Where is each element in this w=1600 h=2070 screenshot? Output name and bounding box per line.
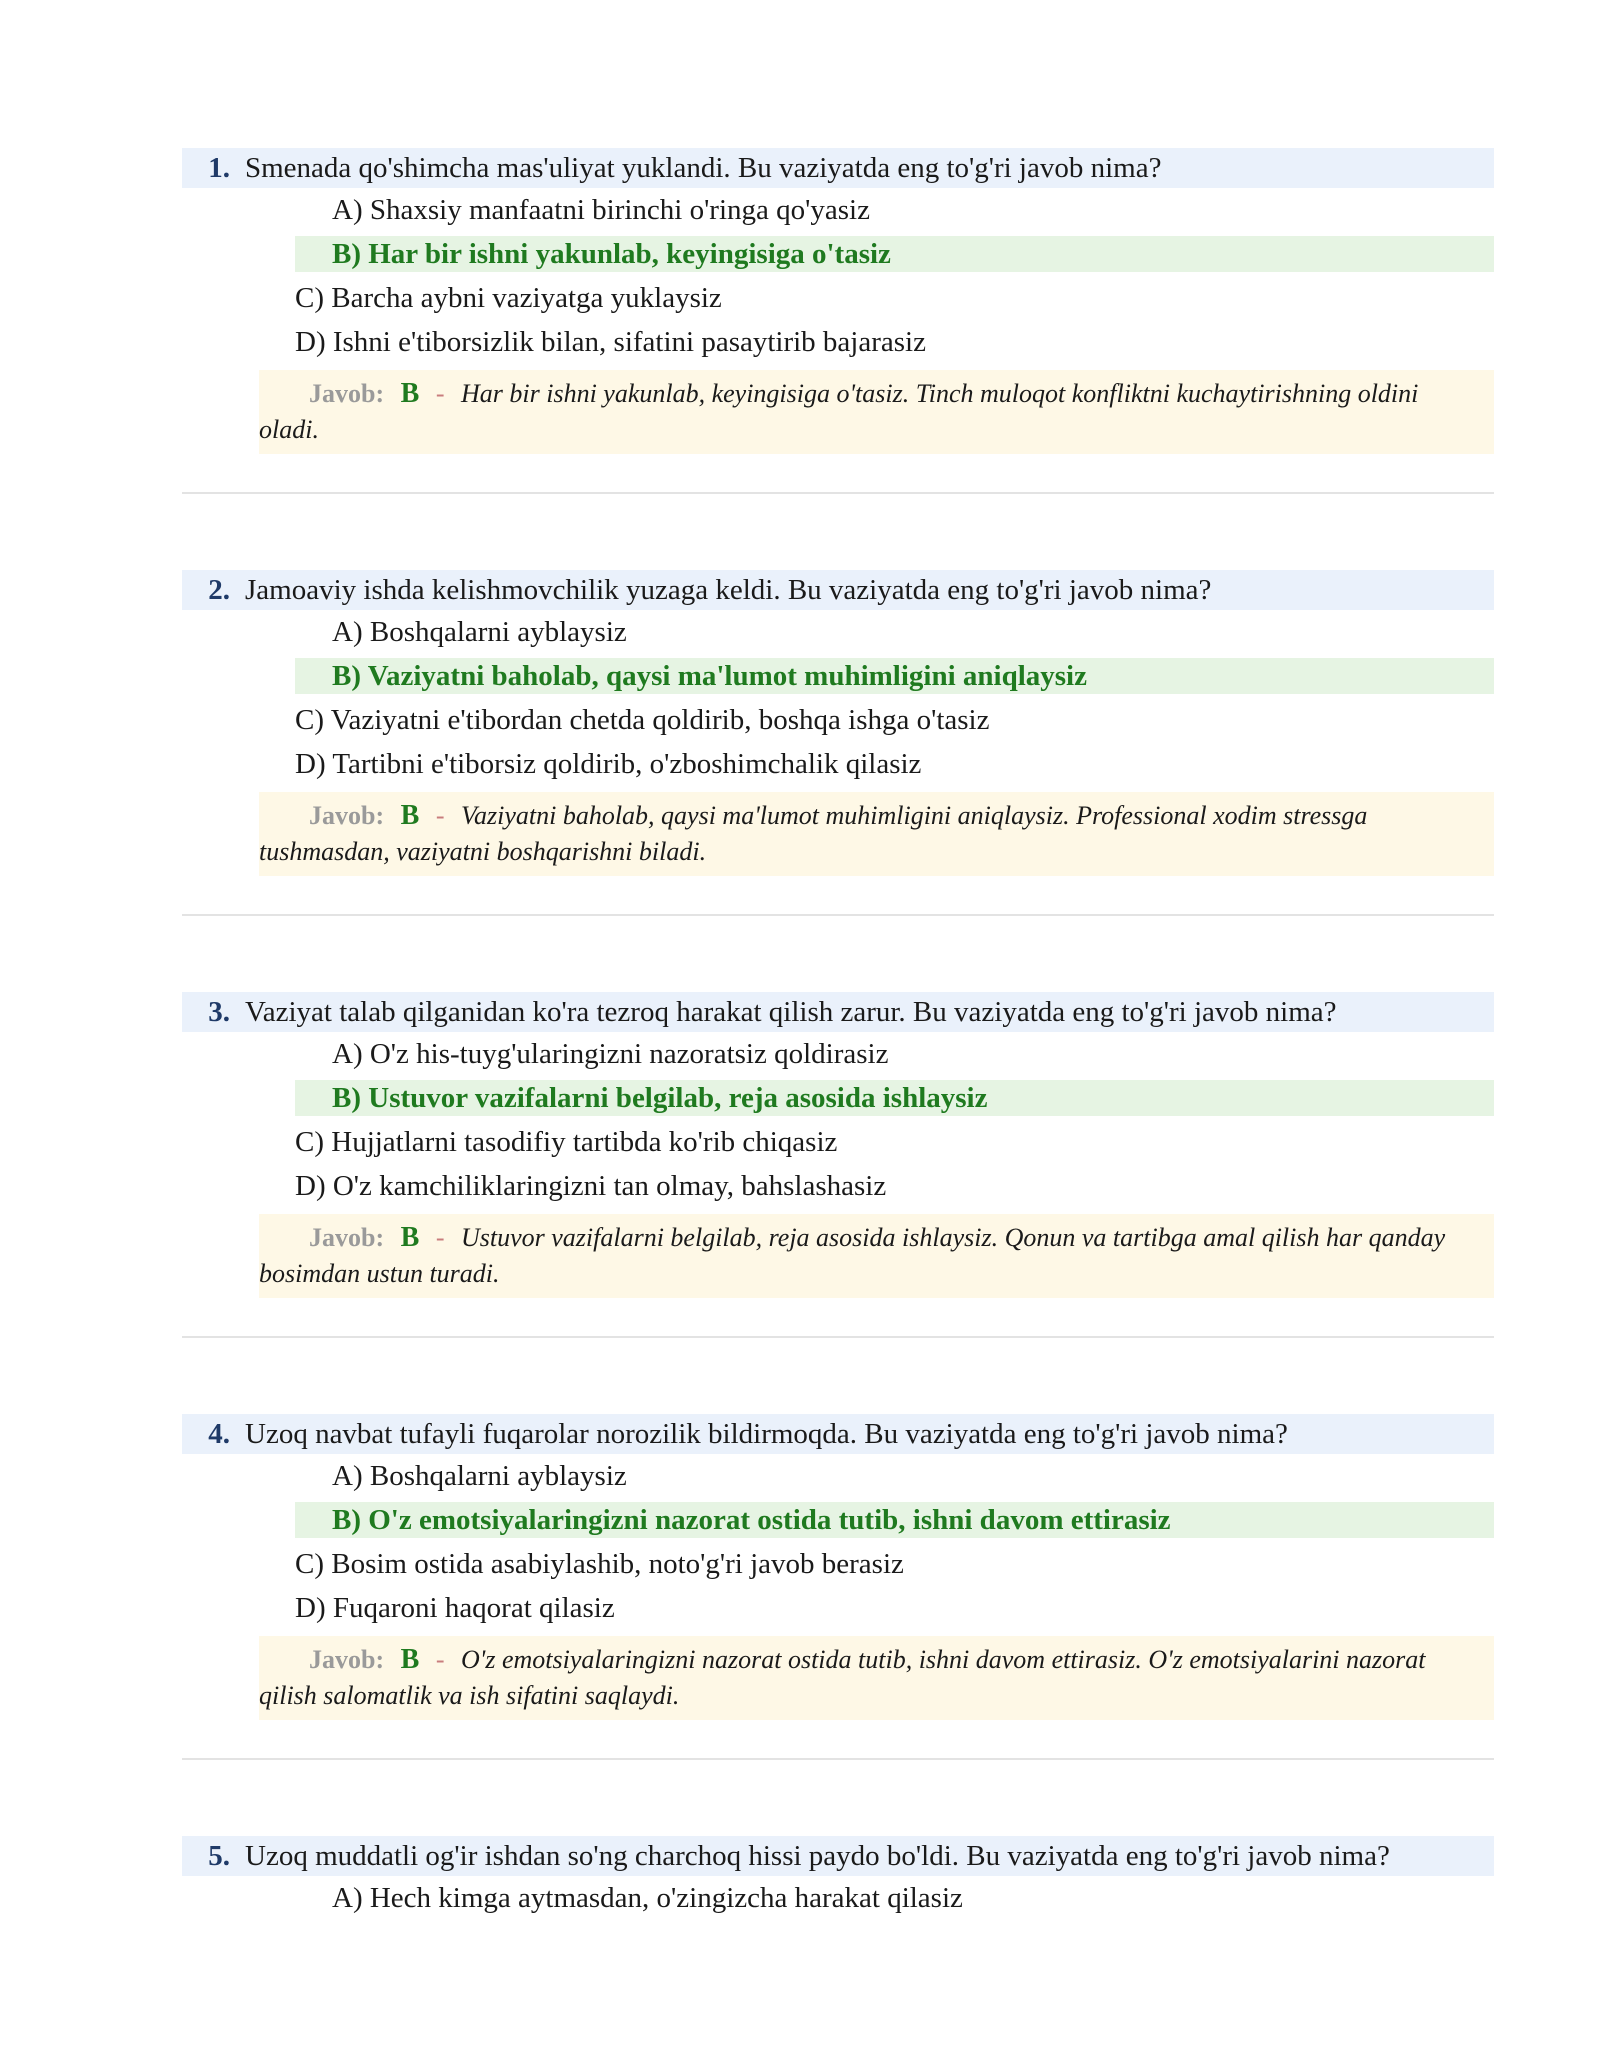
separator [182, 1336, 1494, 1338]
question-number: 5. [208, 1839, 230, 1872]
answer-label: Javob: [309, 801, 385, 830]
option-d: D) Fuqaroni haqorat qilasiz [295, 1592, 615, 1624]
answer-dash: - [435, 801, 445, 830]
question-block [182, 1836, 1494, 1920]
answer-label: Javob: [309, 1223, 385, 1252]
answer-explanation: O'z emotsiyalaringizni nazorat ostida tutib, ishni davom ettirasiz. O'z emotsiyalarini nazorat qilish salomatlik va ish sifatini saqlaydi. [259, 1645, 1426, 1710]
option-d: D) Ishni e'tiborsizlik bilan, sifatini pasaytirib bajarasiz [295, 326, 926, 358]
question-text: Jamoaviy ishda kelishmovchilik yuzaga keldi. Bu vaziyatda eng to'g'ri javob nima? [245, 573, 1212, 606]
question-header [182, 1414, 1494, 1454]
answer-label: Javob: [309, 1645, 385, 1674]
option-c: C) Bosim ostida asabiylashib, noto'g'ri javob berasiz [295, 1548, 904, 1580]
option-a: A) Boshqalarni ayblaysiz [332, 1460, 627, 1492]
option-b-correct: B) O'z emotsiyalaringizni nazorat ostida tutib, ishni davom ettirasiz [295, 1502, 1494, 1538]
option-d: D) O'z kamchiliklaringizni tan olmay, bahslashasiz [295, 1170, 887, 1202]
option-d: D) Tartibni e'tiborsiz qoldirib, o'zboshimchalik qilasiz [295, 748, 922, 780]
answer-box [259, 370, 1494, 454]
answer-letter: B [400, 1644, 420, 1675]
question-header [182, 570, 1494, 610]
option-c: C) Hujjatlarni tasodifiy tartibda ko'rib chiqasiz [295, 1126, 838, 1158]
option-b-correct: B) Vaziyatni baholab, qaysi ma'lumot muhimligini aniqlaysiz [295, 658, 1494, 694]
answer-letter: B [400, 378, 420, 409]
option-a: A) Hech kimga aytmasdan, o'zingizcha harakat qilasiz [332, 1882, 963, 1914]
answer-dash: - [435, 379, 445, 408]
question-block [182, 570, 1494, 876]
option-a: A) O'z his-tuyg'ularingizni nazoratsiz qoldirasiz [332, 1038, 889, 1070]
option-c: C) Vaziyatni e'tibordan chetda qoldirib, boshqa ishga o'tasiz [295, 704, 990, 736]
option-a: A) Shaxsiy manfaatni birinchi o'ringa qo'yasiz [332, 194, 870, 226]
question-number: 1. [208, 151, 230, 184]
answer-dash: - [435, 1645, 445, 1674]
question-text: Uzoq muddatli og'ir ishdan so'ng charchoq hissi paydo bo'ldi. Bu vaziyatda eng to'g'ri javob nima? [245, 1839, 1390, 1872]
question-header [182, 148, 1494, 188]
answer-dash: - [435, 1223, 445, 1252]
answer-explanation: Ustuvor vazifalarni belgilab, reja asosida ishlaysiz. Qonun va tartibga amal qilish har qanday bosimdan ustun turadi. [259, 1223, 1446, 1288]
answer-box [259, 792, 1494, 876]
question-text: Vaziyat talab qilganidan ko'ra tezroq harakat qilish zarur. Bu vaziyatda eng to'g'ri javob nima? [245, 995, 1337, 1028]
answer-letter: B [400, 1222, 420, 1253]
separator [182, 914, 1494, 916]
answer-letter: B [400, 800, 420, 831]
option-b-correct: B) Ustuvor vazifalarni belgilab, reja asosida ishlaysiz [295, 1080, 1494, 1116]
question-header [182, 992, 1494, 1032]
question-block [182, 148, 1494, 454]
option-a: A) Boshqalarni ayblaysiz [332, 616, 627, 648]
answer-explanation: Vaziyatni baholab, qaysi ma'lumot muhimligini aniqlaysiz. Professional xodim stressga tushmasdan, vaziyatni boshqarishni biladi. [259, 801, 1368, 866]
option-b-correct: B) Har bir ishni yakunlab, keyingisiga o'tasiz [295, 236, 1494, 272]
question-number: 4. [208, 1417, 230, 1450]
answer-box [259, 1214, 1494, 1298]
question-text: Uzoq navbat tufayli fuqarolar norozilik bildirmoqda. Bu vaziyatda eng to'g'ri javob nima? [245, 1417, 1288, 1450]
answer-label: Javob: [309, 379, 385, 408]
question-block [182, 1414, 1494, 1720]
answer-box [259, 1636, 1494, 1720]
answer-explanation: Har bir ishni yakunlab, keyingisiga o'tasiz. Tinch muloqot konfliktni kuchaytirishning oldini oladi. [259, 379, 1419, 444]
question-number: 3. [208, 995, 230, 1028]
option-c: C) Barcha aybni vaziyatga yuklaysiz [295, 282, 722, 314]
question-header [182, 1836, 1494, 1876]
separator [182, 492, 1494, 494]
question-text: Smenada qo'shimcha mas'uliyat yuklandi. Bu vaziyatda eng to'g'ri javob nima? [245, 151, 1162, 184]
question-number: 2. [208, 573, 230, 606]
separator [182, 1758, 1494, 1760]
question-block [182, 992, 1494, 1298]
